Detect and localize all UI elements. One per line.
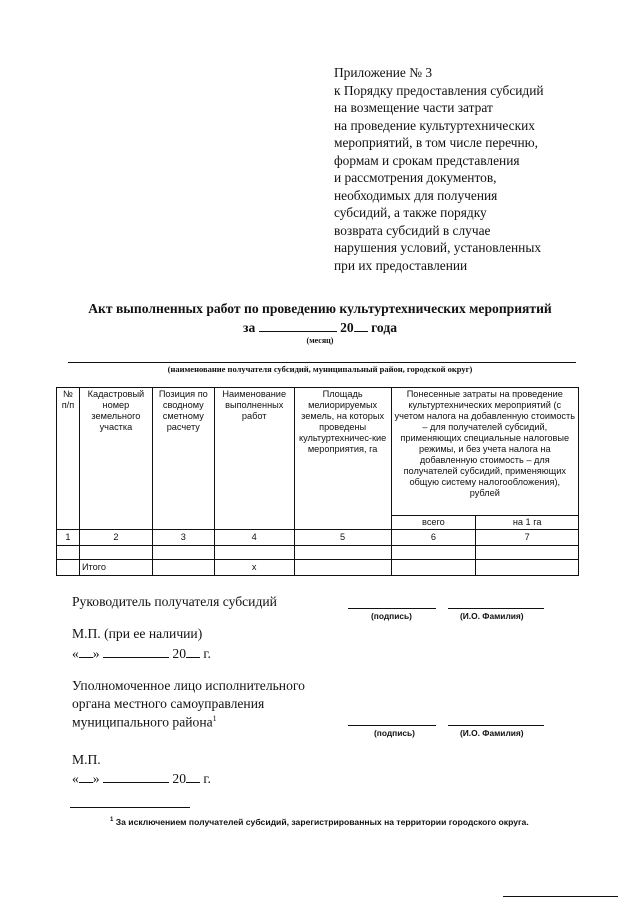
total-x: x: [214, 560, 294, 576]
month-blank[interactable]: [103, 645, 169, 658]
header-works: Наименование выполненных работ: [214, 388, 294, 530]
column-number-row: [57, 530, 579, 546]
head-sign-caption: (подпись): [371, 611, 412, 621]
year-blank[interactable]: [186, 645, 200, 658]
header-position: Позиция по сводному сметному расчету: [152, 388, 214, 530]
appendix-line: формам и срокам представления: [334, 152, 520, 168]
table-cell[interactable]: [294, 546, 391, 560]
date-suffix: г.: [203, 646, 211, 661]
column-number: 5: [294, 530, 391, 546]
table-cell[interactable]: [476, 546, 579, 560]
appendix-line: нарушения условий, установленных: [334, 240, 542, 255]
appendix-line: субсидий, а также порядку: [334, 205, 487, 220]
column-number: 1: [57, 530, 80, 546]
table-empty-row: [57, 546, 579, 560]
table-cell[interactable]: [476, 560, 579, 576]
seal-note: М.П.: [72, 752, 101, 767]
period-suffix: года: [371, 320, 397, 335]
table-cell[interactable]: [391, 560, 476, 576]
column-number: 4: [214, 530, 294, 546]
year-blank[interactable]: [354, 320, 368, 332]
official-sign-caption: (подпись): [374, 728, 415, 738]
year-blank[interactable]: [186, 770, 200, 783]
appendix-line: мероприятий, в том числе перечню,: [334, 135, 538, 150]
column-number: 6: [391, 530, 476, 546]
footnote: [110, 817, 529, 827]
appendix-block: [334, 64, 634, 274]
header-costs: Понесенные затраты на проведение культуртехнических мероприятий (с учетом налога на добавленную стоимость – для получателей субсидий, применяющих специальные налоговые режимы, и без учета налога на добавленную стоимость – для получателей субсидий, применяющих общую систему налогообложения), рублей: [391, 388, 578, 516]
date-close-quote: »: [92, 646, 100, 661]
table-cell[interactable]: [294, 560, 391, 576]
official-line: органа местного самоуправления: [72, 696, 265, 711]
recipient-blank[interactable]: [68, 362, 576, 363]
table-cell[interactable]: [214, 546, 294, 560]
period-year-prefix: 20: [340, 320, 354, 335]
footnote-separator: [70, 807, 190, 808]
month-blank[interactable]: [259, 320, 337, 332]
date-year-prefix: 20: [172, 771, 186, 786]
official-name-caption: (И.О. Фамилия): [460, 728, 524, 738]
header-area: Площадь мелиорируемых земель, на которых проведены культуртехничес-кие мероприятия, га: [294, 388, 391, 530]
recipient-caption: (наименование получателя субсидий, муниципальный район, городской округ): [167, 364, 473, 374]
table-cell[interactable]: [57, 546, 80, 560]
column-number: 7: [476, 530, 579, 546]
appendix-line: возврата субсидий в случае: [334, 222, 491, 238]
official-sign-line[interactable]: [348, 725, 436, 726]
header-total: всего: [391, 516, 476, 530]
header-num: № п/п: [57, 388, 80, 530]
document-title: Акт выполненных работ по проведению культуртехнических мероприятий: [88, 301, 552, 316]
date-year-prefix: 20: [172, 646, 186, 661]
date-open-quote: «: [72, 646, 79, 661]
date-line: [72, 645, 211, 662]
column-number: 3: [152, 530, 214, 546]
acts-table: [56, 387, 579, 576]
table-cell[interactable]: [152, 546, 214, 560]
head-name-line[interactable]: [448, 608, 544, 609]
appendix-line: Приложение № 3: [334, 65, 433, 80]
table-cell: [152, 560, 214, 576]
day-blank[interactable]: [79, 645, 93, 658]
head-sign-line[interactable]: [348, 608, 436, 609]
official-line: муниципального района: [72, 714, 213, 730]
date-close-quote: »: [92, 771, 100, 786]
seal-note: М.П. (при ее наличии): [72, 626, 203, 641]
appendix-line: необходимых для получения: [334, 187, 498, 203]
table-header-row: [57, 388, 579, 516]
date-open-quote: «: [72, 771, 79, 786]
appendix-line: на возмещение части затрат: [334, 100, 493, 115]
table-total-row: [57, 560, 579, 576]
total-label: Итого: [79, 560, 152, 576]
appendix-line: на проведение культуртехнических: [334, 117, 535, 133]
footnote-text: За исключением получателей субсидий, зарегистрированных на территории городского округа.: [115, 817, 529, 827]
period-prefix: за: [243, 320, 256, 335]
table-cell[interactable]: [391, 546, 476, 560]
month-blank[interactable]: [103, 770, 169, 783]
appendix-line: и рассмотрения документов,: [334, 170, 497, 185]
appendix-line: к Порядку предоставления субсидий: [334, 82, 544, 98]
day-blank[interactable]: [79, 770, 93, 783]
date-line: [72, 770, 211, 787]
page-bottom-line: [503, 896, 618, 897]
head-name-caption: (И.О. Фамилия): [460, 611, 524, 621]
appendix-line: при их предоставлении: [334, 257, 468, 273]
period-line: [0, 320, 640, 336]
header-cadastral: Кадастровый номер земельного участка: [79, 388, 152, 530]
month-caption: (месяц): [306, 336, 334, 345]
footnote-mark: 1: [212, 714, 217, 723]
table-cell[interactable]: [79, 546, 152, 560]
official-line-with-footnote: [72, 714, 217, 731]
official-name-line[interactable]: [448, 725, 544, 726]
header-per-ha: на 1 га: [476, 516, 579, 530]
official-line: Уполномоченное лицо исполнительного: [72, 678, 305, 693]
table-cell: [57, 560, 80, 576]
head-label: Руководитель получателя субсидий: [72, 594, 277, 609]
column-number: 2: [79, 530, 152, 546]
footnote-mark: 1: [110, 817, 114, 824]
date-suffix: г.: [203, 771, 211, 786]
